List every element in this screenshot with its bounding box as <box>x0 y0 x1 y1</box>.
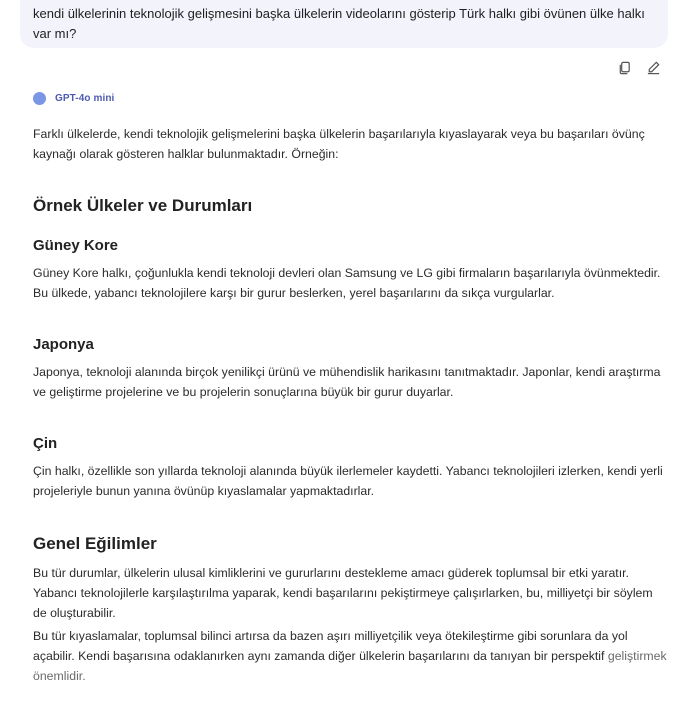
answer-intro: Farklı ülkelerde, kendi teknolojik gelişmelerini başka ülkelerin başarılarıyla kıyaslayarak veya bu başarıları övünç kaynağı olarak gösteren halklar bulunmaktadır. Örneğin: <box>33 127 645 161</box>
edit-icon[interactable] <box>646 60 661 75</box>
country-heading: Güney Kore <box>33 237 119 254</box>
general-paragraph-2 <box>33 626 667 686</box>
assistant-answer <box>33 124 667 686</box>
country-heading: Çin <box>33 435 58 452</box>
model-label <box>33 92 114 105</box>
section-heading: Örnek Ülkeler ve Durumları <box>33 196 253 215</box>
country-text: Japonya, teknoloji alanında birçok yenilikçi ürünü ve mühendislik harikasını tanıtmaktadır. Japonlar, kendi araştırma ve geliştirme projelerine ve bu projelerin sonuçlarına büyük bir gurur duyarlar. <box>33 365 661 399</box>
model-dot-icon <box>33 92 46 105</box>
general-paragraph-1: Bu tür durumlar, ülkelerin ulusal kimliklerini ve gururlarını destekleme amacı güderek toplumsal bir etki yaratır. Yabancı teknolojilerle karşılaştırılma yaparak, kendi başarılarını pekiştirmeye çalışırlarken, bu, milliyetçi bir söylem de oluşturabilir. <box>33 566 653 620</box>
country-text: Çin halkı, özellikle son yıllarda teknoloji alanında büyük ilerlemeler kaydetti. Yabancı teknolojileri izlerken, kendi yerli projeleriyle bunun yanına övünüp kıyaslamalar yapmaktadırlar. <box>33 464 663 498</box>
general-heading: Genel Eğilimler <box>33 534 157 553</box>
general-paragraph-2-end: geliştirmek önemlidir. <box>33 649 667 683</box>
model-name: GPT-4o mini <box>55 93 115 104</box>
user-message-text: kendi ülkelerinin teknolojik gelişmesini başka ülkelerin videolarını gösterip Türk halkı gibi övünen ülke halkı var mı? <box>33 6 645 41</box>
general-paragraph-2-main: Bu tür kıyaslamalar, toplumsal bilinci artırsa da bazen aşırı milliyetçilik veya ötekileştirme gibi sorunlara da yol açabilir. Kendi başarısına odaklanırken aynı zamanda diğer ülkelerin başarılarını da tanıyan bir perspektif <box>33 629 628 663</box>
country-text: Güney Kore halkı, çoğunlukla kendi teknoloji devleri olan Samsung ve LG gibi firmaların başarılarıyla övünmektedir. Bu ülkede, yabancı teknolojilere karşı bir gurur beslerken, yerel başarılarını da sıkça vurgularlar. <box>33 266 661 300</box>
country-heading: Japonya <box>33 336 94 353</box>
message-actions <box>617 60 661 75</box>
copy-icon[interactable] <box>617 60 632 75</box>
